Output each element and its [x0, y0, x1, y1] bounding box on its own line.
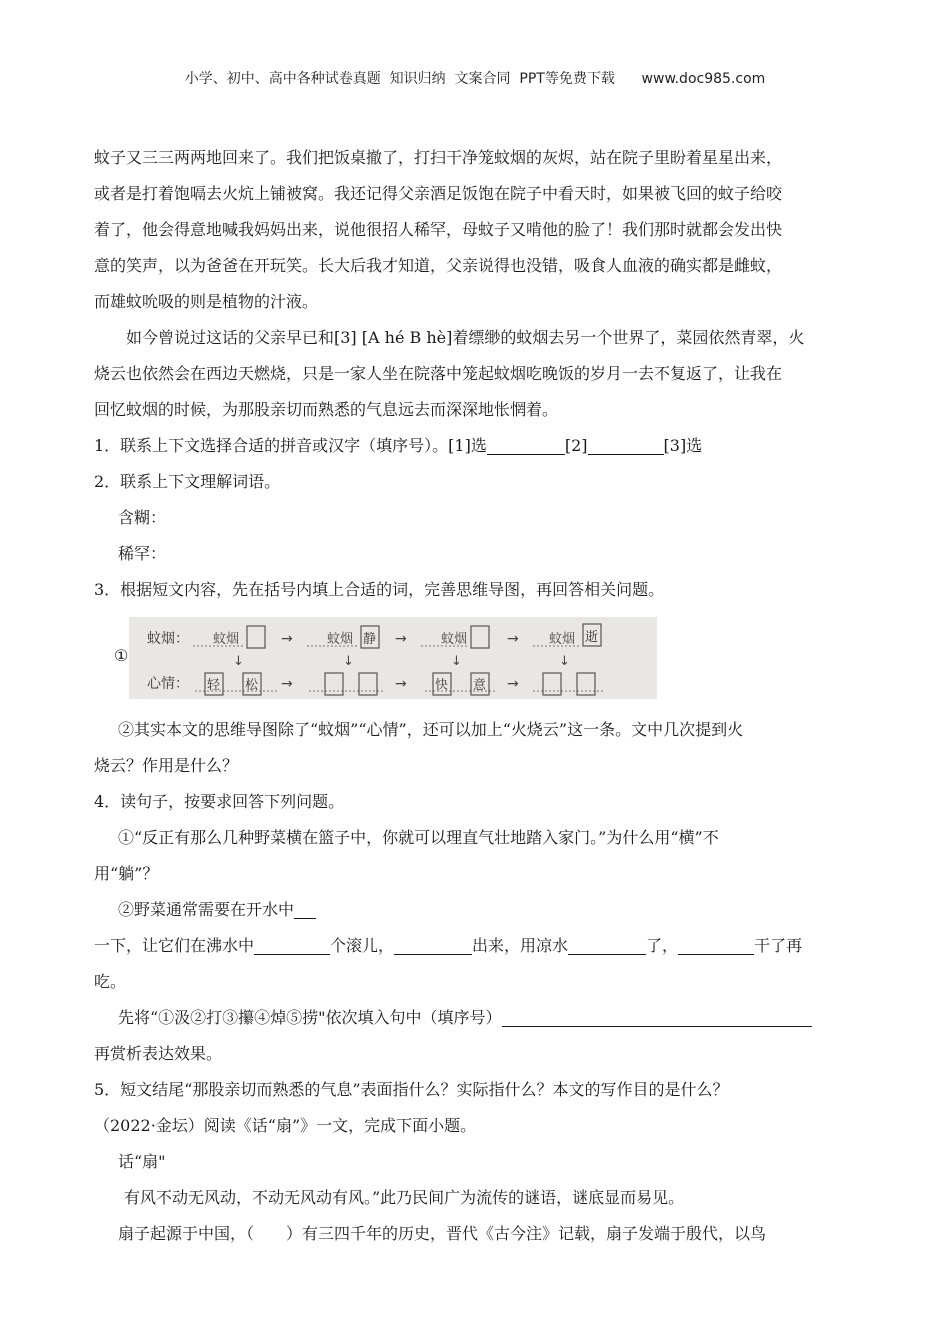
mindmap-filled-word: 轻 — [207, 678, 221, 693]
sub-question-marker: ① — [114, 646, 129, 665]
question-4-sub2-cont — [94, 928, 854, 964]
question-1 — [94, 428, 854, 464]
question-2-title: 2．联系上下文理解词语。 — [94, 472, 281, 491]
q4-instruction-text: 先将“①汲②打③攥④焯⑤捞"依次填入句中（填序号） — [118, 1008, 502, 1027]
mindmap-arrow: ↓ — [343, 654, 354, 669]
mindmap-row-label: 蚊烟： — [147, 631, 189, 647]
mindmap-filled-word: 逝 — [585, 630, 599, 645]
q4-sub2-text: ②野菜通常需要在开水中 — [118, 900, 295, 919]
mindmap-arrow: → — [281, 676, 293, 692]
question-4-sub1: 用“躺”？ — [94, 864, 159, 883]
document-body — [94, 140, 854, 1252]
passage-line: 而雄蚊吮吸的则是植物的汁液。 — [94, 292, 319, 311]
q4-text: 个滚儿， — [330, 936, 395, 955]
passage-line: 意的笑声，以为爸爸在开玩笑。长大后我才知道，父亲说得也没错，吸食人血液的确实都是雌蚊， — [94, 256, 783, 275]
question-4-instruction-end: 再赏析表达效果。 — [94, 1044, 223, 1063]
question-2-term: 稀罕： — [118, 544, 167, 563]
mindmap-arrow: ↓ — [451, 654, 462, 669]
answer-blank-2[interactable] — [588, 434, 664, 455]
mindmap-filled-word: 快 — [435, 678, 449, 693]
q4-text: 了， — [646, 936, 679, 955]
mindmap-node-label: 蚊烟 — [549, 632, 576, 647]
passage-line: 或者是打着饱嗝去火炕上铺被窝。我还记得父亲酒足饭饱在院子中看天时，如果被飞回的蚊子给咬 — [94, 184, 783, 203]
passage-line: 烧云也依然会在西边天燃烧，只是一家人坐在院落中笼起蚊烟吃晚饭的岁月一去不复返了，让我在 — [94, 364, 783, 383]
answer-blank[interactable] — [678, 934, 754, 955]
question-3-title: 3．根据短文内容，先在括号内填上合适的词，完善思维导图，再回答相关问题。 — [94, 580, 665, 599]
mindmap-node-label: 蚊烟 — [441, 632, 468, 647]
answer-blank[interactable] — [254, 934, 330, 955]
q4-text: 出来，用凉水 — [472, 936, 569, 955]
mind-map-row — [94, 608, 854, 712]
mindmap-node-label: 蚊烟 — [327, 632, 354, 647]
q4-text: 干了再 — [754, 936, 803, 955]
q4-text: 一下，让它们在沸水中 — [94, 936, 255, 955]
question-4-title: 4．读句子，按要求回答下列问题。 — [94, 792, 345, 811]
mind-map-image — [129, 617, 657, 699]
mindmap-arrow: → — [395, 676, 407, 692]
mindmap-filled-word: 松 — [245, 678, 259, 693]
answer-blank[interactable] — [568, 934, 646, 955]
article-line: 扇子起源于中国，（ ）有三四千年的历史，晋代《古今注》记载，扇子发端于殷代，以鸟 — [118, 1224, 767, 1243]
question-4-sub1: ①“反正有那么几种野菜横在篮子中，你就可以理直气壮地踏入家门。”为什么用“横”不 — [118, 828, 719, 847]
article-line: 有风不动无风动，不动无风动有风。”此乃民间广为流传的谜语，谜底显而易见。 — [124, 1188, 685, 1207]
mindmap-row-label: 心情： — [147, 676, 189, 692]
mindmap-arrow: → — [507, 631, 519, 647]
question-3-sub2: 烧云？作用是什么？ — [94, 756, 239, 775]
page-header: 小学、初中、高中各种试卷真题 知识归纳 文案合同 PPT等免费下载 www.doc985.com — [184, 71, 766, 87]
mindmap-arrow: ↓ — [559, 654, 570, 669]
question-5: 5．短文结尾“那股亲切而熟悉的气息”表面指什么？实际指什么？本文的写作目的是什么？ — [94, 1080, 729, 1099]
mindmap-filled-word: 静 — [363, 632, 377, 647]
mindmap-filled-word: 意 — [473, 678, 487, 693]
mindmap-node-label: 蚊烟 — [213, 632, 240, 647]
passage-line: 回忆蚊烟的时候，为那股亲切而熟悉的气息远去而深深地怅惘着。 — [94, 400, 559, 419]
question-4-sub2-end: 吃。 — [94, 972, 127, 991]
question-2-term: 含糊： — [118, 508, 167, 527]
mindmap-arrow: ↓ — [233, 654, 244, 669]
passage-line: 着了，他会得意地喊我妈妈出来，说他很招人稀罕，母蚊子又啃他的脸了！我们那时就都会发出快 — [94, 220, 783, 239]
article-title: 话“扇" — [118, 1152, 166, 1171]
mindmap-arrow: → — [281, 631, 293, 647]
question-4-sub2 — [94, 892, 854, 928]
q1-text-c: [3]选 — [663, 436, 703, 455]
q1-text-b: [2] — [564, 436, 588, 455]
question-4-instruction — [94, 1000, 854, 1036]
q1-text-a: 1．联系上下文选择合适的拼音或汉字（填序号）。[1]选 — [94, 436, 487, 455]
section-source: （2022·金坛）阅读《话“扇”》一文，完成下面小题。 — [94, 1116, 477, 1135]
answer-blank-1[interactable] — [487, 434, 565, 455]
answer-blank[interactable] — [394, 934, 472, 955]
passage-line: 如今曾说过这话的父亲早已和[3] [A hé B hè]着缥缈的蚊烟去另一个世界了，菜园依然青翠，火 — [126, 328, 805, 347]
answer-blank-long[interactable] — [502, 1006, 812, 1027]
mindmap-arrow: → — [507, 676, 519, 692]
answer-blank[interactable] — [294, 898, 316, 919]
mindmap-arrow: → — [395, 631, 407, 647]
passage-line: 蚊子又三三两两地回来了。我们把饭桌撤了，打扫干净笼蚊烟的灰烬，站在院子里盼着星星出来， — [94, 148, 783, 167]
question-3-sub2: ②其实本文的思维导图除了“蚊烟”“心情”，还可以加上“火烧云”这一条。文中几次提到火 — [118, 720, 744, 739]
